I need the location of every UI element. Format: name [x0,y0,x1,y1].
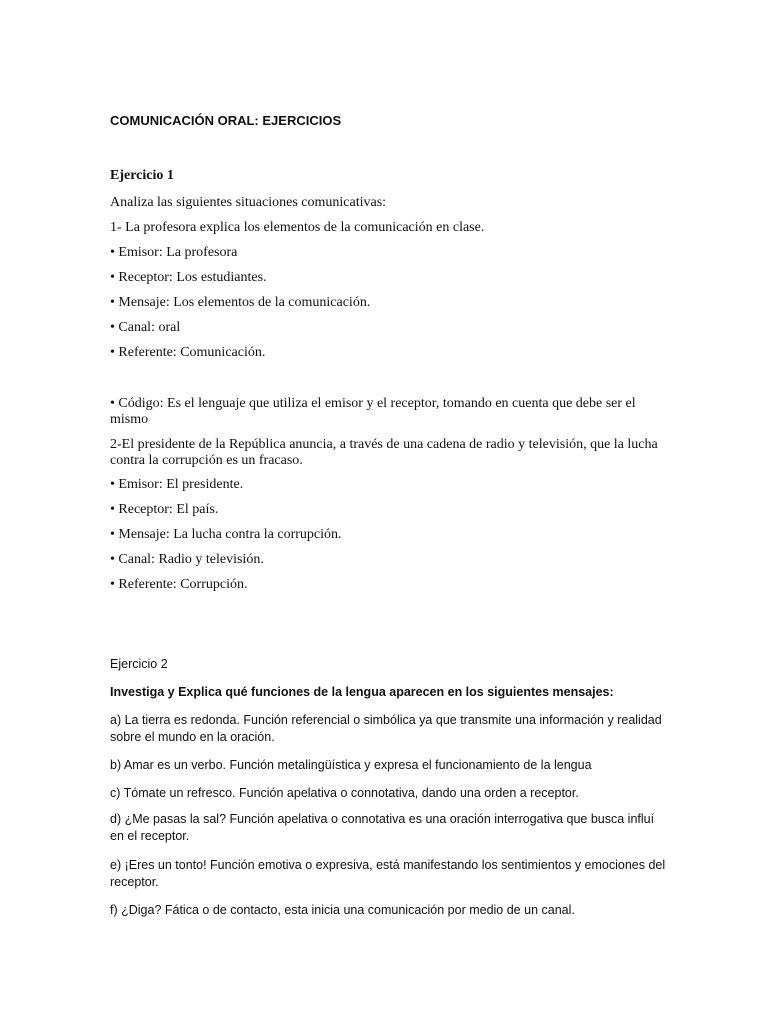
answer-item: c) Tómate un refresco. Función apelativa o connotativa, dando una orden a receptor. [110,786,579,800]
ejercicio-1-intro: Analiza las siguientes situaciones comunicativas: [110,195,387,210]
situacion-2-item: • Mensaje: La lucha contra la corrupción. [110,527,342,542]
answer-item: d) ¿Me pasas la sal? Función apelativa o connotativa es una oración interrogativa que busca influí en el receptor. [110,812,655,843]
ejercicio-2-instruction: Investiga y Explica qué funciones de la lengua aparecen en los siguientes mensajes: [110,685,614,699]
situacion-2-item: • Receptor: El país. [110,502,219,517]
situacion-2-text: 2-El presidente de la República anuncia, a través de una cadena de radio y televisión, que la lucha contra la corrupción es un fracaso. [110,437,658,468]
situacion-2-item: • Canal: Radio y televisión. [110,552,264,567]
situacion-2-item: • Emisor: El presidente. [110,477,244,492]
situacion-1-item: • Mensaje: Los elementos de la comunicación. [110,295,371,310]
answer-item: b) Amar es un verbo. Función metalingüística y expresa el funcionamiento de la lengua [110,758,592,772]
ejercicio-2-heading: Ejercicio 2 [110,657,168,671]
situacion-1-item: • Receptor: Los estudiantes. [110,270,267,285]
ejercicio-1-heading: Ejercicio 1 [110,168,174,183]
answer-item: e) ¡Eres un tonto! Función emotiva o expresiva, está manifestando los sentimientos y emociones del receptor. [110,858,666,889]
situacion-1-codigo: • Código: Es el lenguaje que utiliza el emisor y el receptor, tomando en cuenta que debe ser el mismo [110,396,636,427]
document-title: COMUNICACIÓN ORAL: EJERCICIOS [110,113,342,128]
situacion-2-item: • Referente: Corrupción. [110,577,248,592]
situacion-1-item: • Emisor: La profesora [110,245,238,260]
situacion-1-item: • Canal: oral [110,320,181,335]
answer-item: a) La tierra es redonda. Función referencial o simbólica ya que transmite una información y realidad sobre el mundo en la oración. [110,713,662,744]
situacion-1-text: 1- La profesora explica los elementos de la comunicación en clase. [110,220,485,235]
situacion-1-item: • Referente: Comunicación. [110,345,266,360]
answer-item: f) ¿Diga? Fática o de contacto, esta inicia una comunicación por medio de un canal. [110,903,575,917]
